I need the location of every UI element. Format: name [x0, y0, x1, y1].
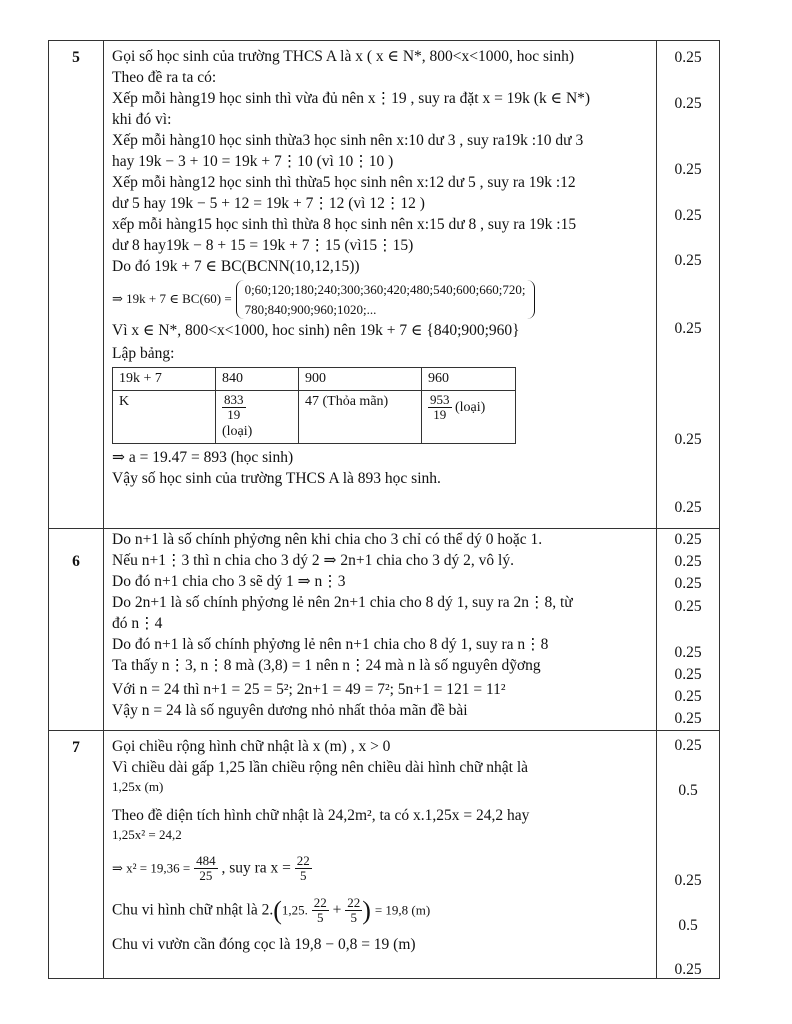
k-table-cell	[422, 391, 516, 444]
k-table	[112, 367, 516, 444]
text-line: hay 19k − 3 + 10 = 19k + 7⋮10 (vì 10⋮10 )	[112, 153, 394, 170]
question-content	[104, 41, 657, 529]
text-line: Xếp mỗi hàng19 học sinh thì vừa đủ nên x⋮19 , suy ra đặt x = 19k (k ∈ N*)	[112, 90, 591, 107]
score: 0.25	[674, 575, 702, 592]
question-number: 5	[49, 41, 104, 529]
text-line: dư 8 hay19k − 8 + 15 = 19k + 7⋮15 (vì15⋮15)	[112, 237, 414, 254]
text-line: Chu vi vườn cần đóng cọc là 19,8 − 0,8 = 19 (m)	[112, 936, 416, 954]
denominator: 19	[227, 407, 241, 423]
numerator: 22	[296, 853, 310, 868]
math-text: ⇒ x² = 19,36 =	[112, 860, 191, 876]
paren-open: (	[273, 895, 282, 925]
math-text: Chu vi hình chữ nhật là 2.	[112, 901, 274, 919]
k-table-cell: 960	[422, 368, 516, 391]
numerator: 953	[430, 392, 450, 408]
question-number: 7	[49, 731, 104, 979]
k-note: (loại)	[222, 423, 253, 439]
text-line: 1,25x (m)	[112, 779, 164, 794]
math-text: +	[332, 901, 342, 919]
text-line: dư 5 hay 19k − 5 + 12 = 19k + 7⋮12 (vì 12⋮12 )	[112, 195, 425, 212]
text-line: Theo đề ra ta có:	[112, 69, 217, 86]
score: 0.25	[674, 710, 702, 727]
fraction	[312, 896, 329, 926]
text-line: Vậy số học sinh của trường THCS A là 893 học sinh.	[112, 469, 441, 487]
score: 0.25	[674, 431, 702, 448]
text-line: Do n+1 là số chính phỷơng nên khi chia cho 3 chỉ có thể dý 0 hoặc 1.	[112, 531, 543, 548]
text-line: Nếu n+1⋮3 thì n chia cho 3 dý 2 ⇒ 2n+1 chia cho 3 dý 2, vô lý.	[112, 552, 514, 569]
numerator: 22	[347, 894, 361, 910]
text-line: Do đó 19k + 7 ∈ BC(BCNN(10,12,15))	[112, 258, 360, 275]
k-table-cell: 19k + 7	[113, 368, 216, 391]
text-line: 1,25x² = 24,2	[112, 827, 182, 842]
text-line: Vì chiều dài gấp 1,25 lần chiều rộng nên chiều dài hình chữ nhật là	[112, 759, 529, 776]
numerator: 484	[196, 853, 216, 868]
denominator: 5	[317, 910, 324, 925]
score: 0.25	[674, 49, 702, 66]
denominator: 25	[199, 868, 213, 884]
answer-table	[48, 40, 720, 979]
text-line: Lập bảng:	[112, 345, 175, 362]
question-content	[104, 529, 657, 731]
fraction	[295, 854, 312, 884]
text-line: khi đó vì:	[112, 111, 172, 128]
k-table-cell: 840	[216, 368, 299, 391]
question-content	[104, 731, 657, 979]
score: 0.25	[674, 95, 702, 112]
score: 0.25	[674, 961, 702, 978]
score-column	[657, 731, 720, 979]
text-line: đó n⋮4	[112, 615, 163, 632]
text-line: Gọi số học sinh của trường THCS A là x ( x ∈ N*, 800<x<1000, hoc sinh)	[112, 48, 575, 65]
score: 0.25	[674, 499, 702, 516]
math-text: = 19,8 (m)	[374, 902, 431, 918]
numerator: 22	[313, 894, 327, 910]
k-table-cell: 47 (Thỏa mãn)	[299, 391, 422, 444]
bc-set	[236, 280, 535, 319]
table-row	[49, 41, 720, 529]
answer-page	[48, 40, 720, 979]
score: 0.25	[674, 737, 702, 754]
math-text: 1,25.	[281, 902, 308, 918]
k-note: (loại)	[455, 400, 486, 416]
k-table-cell: K	[113, 391, 216, 444]
score: 0.25	[674, 598, 702, 615]
text-line: Vì x ∈ N*, 800<x<1000, hoc sinh) nên 19k + 7 ∈ {840;900;960}	[112, 322, 520, 339]
score: 0.5	[678, 782, 698, 799]
score: 0.5	[678, 917, 698, 934]
k-table-cell	[216, 391, 299, 444]
math-text: , suy ra x =	[221, 859, 291, 877]
score: 0.25	[674, 553, 702, 570]
text-line: Ta thấy n⋮3, n⋮8 mà (3,8) = 1 nên n⋮24 mà n là số nguyên dỹơng	[112, 657, 541, 674]
k-table-row	[113, 391, 516, 444]
text-line: xếp mỗi hàng15 học sinh thì thừa 8 học sinh nên x:15 dư 8 , suy ra 19k :15	[112, 216, 577, 233]
bc-prefix: ⇒ 19k + 7 ∈ BC(60) =	[112, 291, 232, 307]
score: 0.25	[674, 644, 702, 661]
fraction	[222, 393, 246, 423]
score: 0.25	[674, 161, 702, 178]
bc-line	[112, 280, 648, 319]
denominator: 5	[300, 868, 307, 884]
score-column	[657, 529, 720, 731]
score-column	[657, 41, 720, 529]
text-line: Do đó n+1 là số chính phỷơng lẻ nên n+1 chia cho 8 dý 1, suy ra n⋮8	[112, 636, 549, 653]
denominator: 19	[433, 407, 447, 423]
table-row	[49, 731, 720, 979]
paren-close: )	[362, 895, 371, 925]
bc-set-line: 780;840;900;960;1020;...	[244, 301, 377, 317]
text-line: Do đó n+1 chia cho 3 sẽ dý 1 ⇒ n⋮3	[112, 573, 346, 590]
text-line: Do 2n+1 là số chính phỷơng lẻ nên 2n+1 chia cho 8 dý 1, suy ra 2n⋮8, từ	[112, 594, 573, 611]
text-line: ⇒ a = 19.47 = 893 (học sinh)	[112, 448, 294, 466]
score: 0.25	[674, 688, 702, 705]
text-line: Xếp mỗi hàng12 học sinh thì thừa5 học sinh nên x:12 dư 5 , suy ra 19k :12	[112, 174, 576, 191]
k-table-cell: 900	[299, 368, 422, 391]
text-line: Với n = 24 thì n+1 = 25 = 5²; 2n+1 = 49 = 7²; 5n+1 = 121 = 11²	[112, 681, 506, 698]
text-line: Theo đề diện tích hình chữ nhật là 24,2m², ta có x.1,25x = 24,2 hay	[112, 807, 530, 824]
text-line: Gọi chiều rộng hình chữ nhật là x (m) , x > 0	[112, 738, 391, 755]
score: 0.25	[674, 320, 702, 337]
numerator: 833	[224, 392, 244, 408]
denominator: 5	[350, 910, 358, 925]
fraction	[428, 393, 452, 423]
text-line: Xếp mỗi hàng10 học sinh thừa3 học sinh nên x:10 dư 3 , suy ra19k :10 dư 3	[112, 132, 584, 149]
bc-set-line: 0;60;120;180;240;300;360;420;480;540;600;660;720;	[244, 282, 526, 297]
score: 0.25	[674, 666, 702, 683]
score: 0.25	[674, 872, 702, 889]
table-row	[49, 529, 720, 731]
text-line: Vậy n = 24 là số nguyên dương nhỏ nhất thỏa mãn đề bài	[112, 702, 468, 719]
math-line	[112, 894, 648, 928]
k-table-header	[113, 368, 516, 391]
score: 0.25	[674, 252, 702, 269]
score: 0.25	[674, 531, 702, 548]
math-line	[112, 854, 648, 884]
fraction	[194, 854, 218, 884]
question-number: 6	[49, 529, 104, 731]
score: 0.25	[674, 207, 702, 224]
fraction	[345, 896, 362, 926]
